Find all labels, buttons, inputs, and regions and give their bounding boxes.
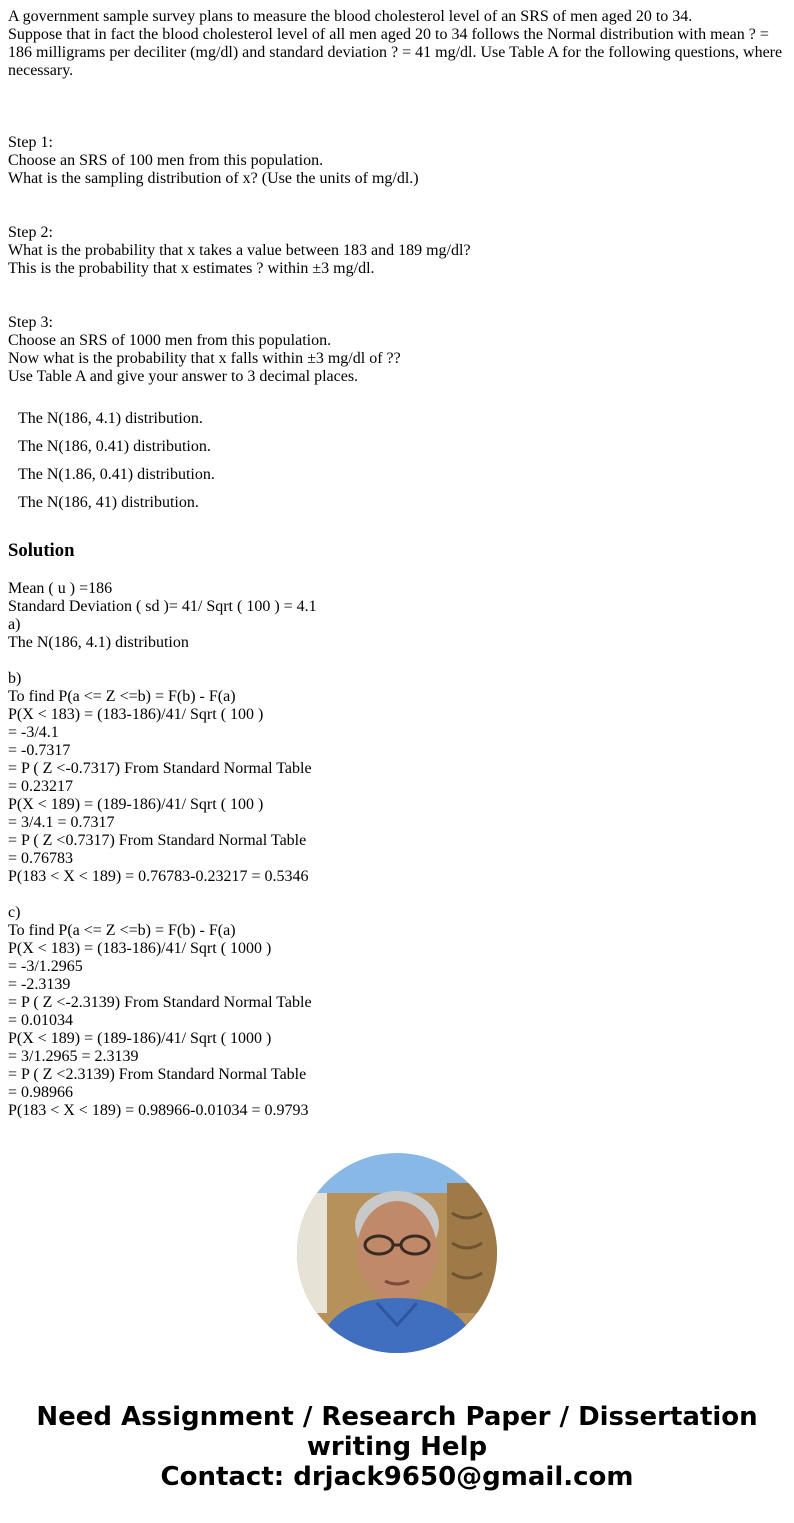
solution-line: The N(186, 4.1) distribution	[8, 634, 189, 651]
step-3	[8, 314, 786, 386]
option-2: The N(186, 0.41) distribution.	[18, 438, 211, 455]
step-3-text-1: Choose an SRS of 1000 men from this population.	[8, 332, 332, 349]
solution-line: = P ( Z <0.7317) From Standard Normal Table	[8, 832, 307, 849]
step-1-text-2: What is the sampling distribution of x? (Use the units of mg/dl.)	[8, 170, 419, 187]
solution-part-b	[8, 670, 786, 886]
solution-line: b)	[8, 670, 22, 687]
solution-line: To find P(a <= Z <=b) = F(b) - F(a)	[8, 688, 236, 705]
solution-line: P(183 < X < 189) = 0.98966-0.01034 = 0.9793	[8, 1102, 309, 1119]
solution-line: = 0.98966	[8, 1084, 74, 1101]
solution-line: P(X < 189) = (189-186)/41/ Sqrt ( 1000 )	[8, 1030, 272, 1047]
solution-line: c)	[8, 904, 21, 921]
promo-footer	[0, 1402, 794, 1492]
footer-contact: Contact: drjack9650@gmail.com	[160, 1462, 634, 1492]
footer-line-1: Need Assignment / Research Paper / Dissertation	[36, 1402, 758, 1432]
solution-line: P(183 < X < 189) = 0.76783-0.23217 = 0.5346	[8, 868, 309, 885]
solution-line: = P ( Z <-0.7317) From Standard Normal Table	[8, 760, 312, 777]
step-3-text-2: Now what is the probability that x falls within ±3 mg/dl of ??	[8, 350, 401, 367]
option-3: The N(1.86, 0.41) distribution.	[18, 466, 215, 483]
step-1-text-1: Choose an SRS of 100 men from this population.	[8, 152, 324, 169]
solution-part-a	[8, 580, 786, 652]
question-block	[8, 8, 786, 522]
option-1: The N(186, 4.1) distribution.	[18, 410, 203, 427]
step-2-text-1: What is the probability that x takes a value between 183 and 189 mg/dl?	[8, 242, 471, 259]
step-1	[8, 134, 786, 188]
footer-line-2: writing Help	[306, 1432, 488, 1462]
solution-line: = 0.76783	[8, 850, 74, 867]
step-2-title: Step 2:	[8, 224, 53, 241]
step-3-text-3: Use Table A and give your answer to 3 decimal places.	[8, 368, 359, 385]
step-1-title: Step 1:	[8, 134, 53, 151]
solution-line: = -3/4.1	[8, 724, 59, 741]
solution-line: = -0.7317	[8, 742, 71, 759]
solution-line: To find P(a <= Z <=b) = F(b) - F(a)	[8, 922, 236, 939]
step-2-text-2: This is the probability that x estimates ? within ±3 mg/dl.	[8, 260, 375, 277]
solution-line: = 3/4.1 = 0.7317	[8, 814, 115, 831]
solution-line: = 0.01034	[8, 1012, 74, 1029]
option-4: The N(186, 41) distribution.	[18, 494, 199, 511]
solution-line: a)	[8, 616, 21, 633]
step-3-title: Step 3:	[8, 314, 53, 331]
solution-line: P(X < 183) = (183-186)/41/ Sqrt ( 100 )	[8, 706, 264, 723]
solution-line: Mean ( u ) =186	[8, 580, 113, 597]
solution-line: = P ( Z <2.3139) From Standard Normal Table	[8, 1066, 307, 1083]
solution-line: Standard Deviation ( sd )= 41/ Sqrt ( 100 ) = 4.1	[8, 598, 317, 615]
solution-line: = 3/1.2965 = 2.3139	[8, 1048, 139, 1065]
solution-heading: Solution	[8, 540, 75, 561]
solution-line: = P ( Z <-2.3139) From Standard Normal Table	[8, 994, 312, 1011]
intro-line-2: Suppose that in fact the blood cholesterol level of all men aged 20 to 34 follows the Normal distribution with mean ? = 186 milligrams per deciliter (mg/dl) and standard deviation ? = 41 mg/dl. Use Table A for the following questions, where necessary.	[8, 26, 783, 79]
solution-line: = 0.23217	[8, 778, 74, 795]
step-2	[8, 224, 786, 278]
solution-line: = -2.3139	[8, 976, 71, 993]
solution-line: P(X < 189) = (189-186)/41/ Sqrt ( 100 )	[8, 796, 264, 813]
solution-line: = -3/1.2965	[8, 958, 83, 975]
intro-line-1: A government sample survey plans to measure the blood cholesterol level of an SRS of men aged 20 to 34.	[8, 8, 693, 25]
solution-part-c	[8, 904, 786, 1120]
solution-line: P(X < 183) = (183-186)/41/ Sqrt ( 1000 )	[8, 940, 272, 957]
answer-options	[8, 410, 786, 522]
author-avatar	[297, 1153, 497, 1353]
